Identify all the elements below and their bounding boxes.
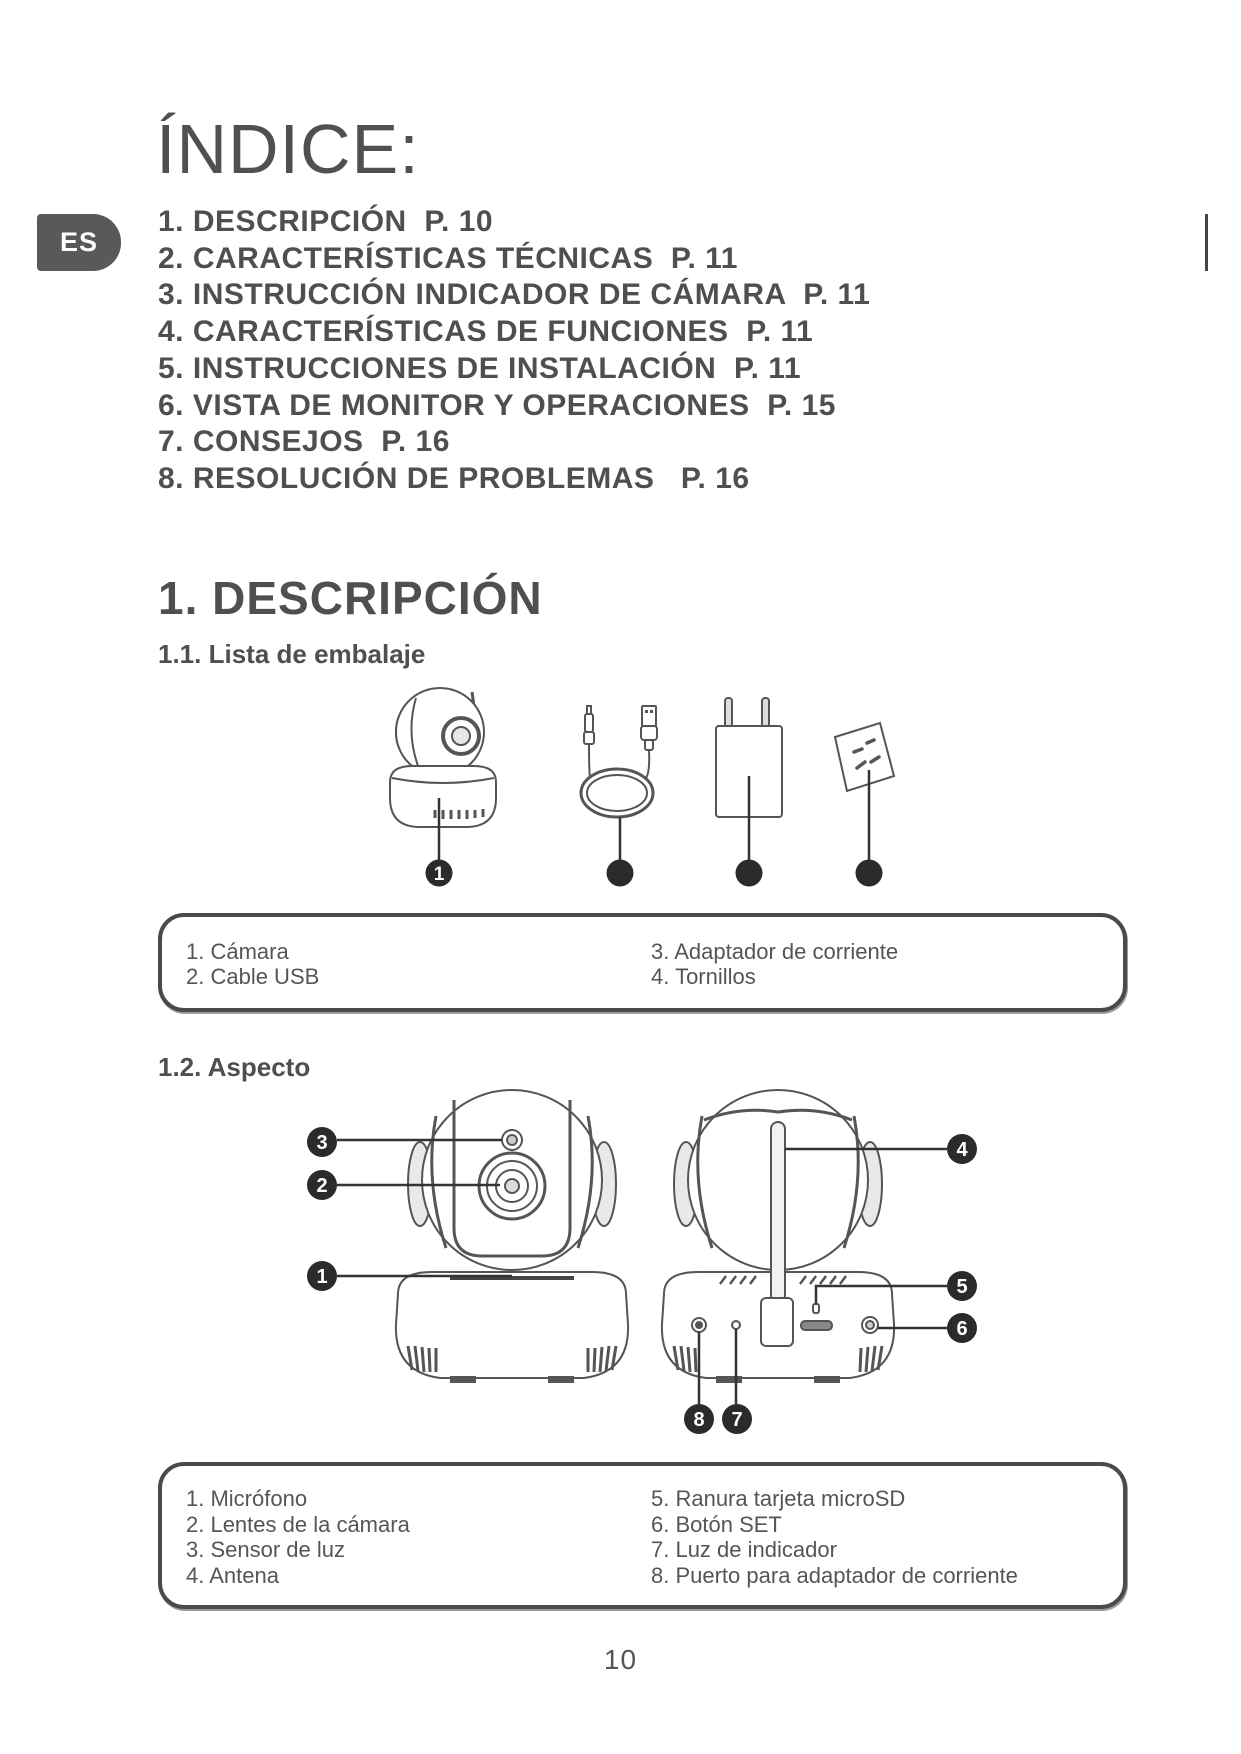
- toc-item: 6. VISTA DE MONITOR Y OPERACIONES P. 15: [158, 388, 836, 422]
- legend-item: 8. Puerto para adaptador de corriente: [651, 1562, 1018, 1588]
- packing-legend-box: [158, 913, 1127, 1012]
- light-sensor-inner: [507, 1135, 517, 1145]
- camera-lens-inner: [452, 727, 470, 745]
- legend-item: 3. Adaptador de corriente: [651, 939, 899, 964]
- toc-item: 1. DESCRIPCIÓN P. 10: [158, 205, 494, 238]
- callout-light-sensor: [307, 1127, 337, 1157]
- legend-item: 2. Lentes de la cámara: [186, 1511, 410, 1537]
- adapter-prong-left: [725, 698, 732, 728]
- callout-dot-adapter: [736, 860, 763, 887]
- camera-illustration: [390, 688, 496, 827]
- usb-a-boot: [641, 726, 657, 740]
- legend-item: 6. Botón SET: [651, 1511, 782, 1537]
- antenna-base: [761, 1298, 793, 1346]
- callout-camera: [426, 860, 453, 887]
- adapter-prong-right: [762, 698, 769, 728]
- back-foot-right: [814, 1376, 840, 1383]
- set-button-inner: [866, 1321, 874, 1329]
- packing-list-illustration: [380, 680, 910, 895]
- appearance-legend-right: [651, 1486, 1018, 1588]
- table-of-contents: [158, 204, 870, 498]
- antenna: [771, 1122, 785, 1302]
- toc-item: 5. INSTRUCCIONES DE INSTALACIÓN P. 11: [158, 351, 802, 385]
- cable-segment: [646, 750, 649, 778]
- callout-number: 1: [433, 864, 445, 885]
- usb-a-contact: [650, 710, 653, 713]
- back-foot-left: [716, 1376, 742, 1383]
- toc-item: 3. INSTRUCCIÓN INDICADOR DE CÁMARA P. 11: [158, 278, 871, 312]
- callout-set-button: [947, 1313, 977, 1343]
- micro-usb-boot: [584, 732, 594, 744]
- screws-bag-illustration: [835, 723, 894, 791]
- callout-sd-slot: [947, 1271, 977, 1301]
- language-tab: ES: [37, 214, 121, 271]
- legend-item: 3. Sensor de luz: [186, 1537, 345, 1562]
- appearance-legend-box: [158, 1462, 1127, 1609]
- usb-cable-illustration: [581, 706, 657, 817]
- indicator-light: [732, 1321, 740, 1329]
- usb-a-neck: [645, 740, 653, 750]
- toc-item: 8. RESOLUCIÓN DE PROBLEMAS P. 16: [158, 461, 750, 495]
- callout-dot-cable: [607, 860, 634, 887]
- micro-usb-plug: [585, 714, 593, 732]
- section-heading-description: 1. DESCRIPCIÓN: [158, 572, 543, 624]
- callout-indicator-light: [722, 1404, 752, 1434]
- appearance-legend-left: [186, 1486, 410, 1588]
- camera-lens-center: [505, 1179, 519, 1193]
- front-foot-left: [450, 1376, 476, 1383]
- camera-back-view: [662, 1090, 894, 1383]
- callout-number: 5: [956, 1276, 968, 1298]
- legend-item: 1. Micrófono: [186, 1486, 308, 1511]
- front-foot-right: [548, 1376, 574, 1383]
- legend-item: 5. Ranura tarjeta microSD: [651, 1486, 906, 1511]
- callout-number: 6: [956, 1318, 968, 1340]
- packing-leader-lines: [439, 770, 869, 860]
- packing-legend-right: [651, 939, 898, 989]
- callout-number: 8: [693, 1409, 705, 1431]
- appearance-illustration: [300, 1080, 990, 1450]
- callout-microphone: [307, 1261, 337, 1291]
- callout-power-port: [684, 1404, 714, 1434]
- cable-coil-inner: [587, 775, 647, 811]
- callout-number: 4: [956, 1139, 968, 1161]
- legend-item: 2. Cable USB: [186, 964, 320, 989]
- page-edge-marker: [1205, 214, 1208, 271]
- callout-number: 7: [731, 1409, 743, 1431]
- legend-item: 4. Antena: [186, 1562, 279, 1588]
- callout-number: 3: [316, 1132, 328, 1154]
- toc-item: 7. CONSEJOS P. 16: [158, 425, 450, 459]
- packing-legend-left: [186, 939, 319, 989]
- usb-a-contact: [645, 710, 648, 713]
- camera-front-view: [396, 1090, 628, 1383]
- callout-dot-screws: [856, 860, 883, 887]
- power-port-inner: [696, 1322, 702, 1328]
- legend-item: 4. Tornillos: [651, 964, 756, 989]
- subheading-packing-list: 1.1. Lista de embalaje: [158, 639, 426, 669]
- toc-item: 2. CARACTERÍSTICAS TÉCNICAS P. 11: [158, 241, 738, 275]
- usb-a-plug: [642, 706, 656, 726]
- callout-number: 2: [316, 1175, 328, 1197]
- microsd-marker: [813, 1304, 819, 1313]
- callout-lens: [307, 1170, 337, 1200]
- camera-vents: [435, 809, 483, 819]
- toc-item: 4. CARACTERÍSTICAS DE FUNCIONES P. 11: [158, 315, 814, 349]
- legend-item: 1. Cámara: [186, 939, 289, 964]
- callout-number: 1: [316, 1266, 328, 1288]
- page-number: 10: [603, 1644, 638, 1675]
- callout-antenna: [947, 1134, 977, 1164]
- screws-bag: [835, 723, 894, 791]
- cable-coil: [581, 769, 653, 817]
- index-title: ÍNDICE:: [156, 110, 420, 188]
- legend-item: 7. Luz de indicador: [651, 1537, 837, 1562]
- cable-segment: [589, 744, 590, 778]
- microsd-slot: [801, 1321, 832, 1330]
- subheading-appearance: 1.2. Aspecto: [158, 1052, 311, 1082]
